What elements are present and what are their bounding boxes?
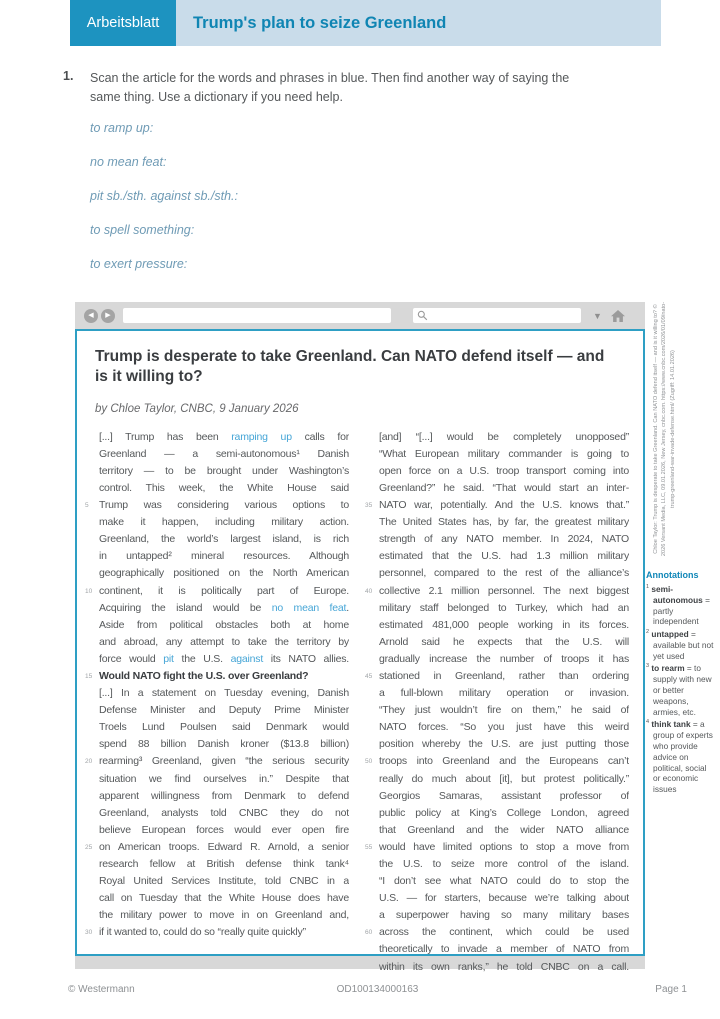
line-number bbox=[85, 651, 99, 668]
line-number bbox=[365, 548, 379, 565]
article-line bbox=[85, 463, 349, 480]
line-number bbox=[85, 873, 99, 890]
article-line bbox=[85, 634, 349, 651]
line-number bbox=[85, 788, 99, 805]
line-text: within its own ranks,” he told CNBC on a call. bbox=[379, 960, 629, 973]
footer-code: OD100134000163 bbox=[336, 984, 419, 995]
footer-copyright: © Westermann bbox=[68, 984, 135, 995]
back-button[interactable] bbox=[84, 309, 98, 323]
annotation-item: $^1$ semi-autonomous = partly independent bbox=[646, 584, 710, 627]
article-line bbox=[85, 514, 349, 531]
line-number: 5 bbox=[85, 502, 89, 510]
article-line bbox=[365, 924, 629, 941]
article-line bbox=[365, 685, 629, 702]
article-line bbox=[85, 719, 349, 736]
line-text: call on Tuesday that the White House does have bbox=[99, 892, 349, 905]
line-text: NATO forces. “So you just have this weird bbox=[379, 721, 629, 734]
line-number bbox=[365, 890, 379, 907]
article-line bbox=[85, 531, 349, 548]
line-number bbox=[365, 736, 379, 753]
line-text: U.S. — for starters, because we’re talking about bbox=[379, 892, 629, 905]
line-number: 50 bbox=[365, 758, 373, 766]
annotation-list bbox=[646, 584, 714, 795]
line-number: 55 bbox=[365, 843, 373, 851]
article-line bbox=[365, 463, 629, 480]
article-line bbox=[365, 497, 629, 514]
line-number bbox=[85, 822, 99, 839]
line-text: really do much about [it], but protest politically.” bbox=[379, 772, 629, 785]
page-title: Trump's plan to seize Greenland bbox=[176, 0, 661, 46]
line-number bbox=[85, 600, 99, 617]
line-number: 10 bbox=[85, 587, 93, 595]
line-text: territory — to be brought under Washington’s bbox=[99, 464, 349, 477]
line-number bbox=[365, 617, 379, 634]
line-text: research fellow at British defense think tank⁴ bbox=[99, 858, 349, 870]
article-line bbox=[365, 446, 629, 463]
line-text: Trump was considering various options to bbox=[99, 499, 349, 512]
line-text: geographically positioned on the North American bbox=[99, 567, 349, 580]
article-line bbox=[365, 429, 629, 446]
line-text: that Greenland and the wider NATO alliance bbox=[379, 823, 629, 836]
line-text: Greenland — a semi-autonomous¹ Danish bbox=[99, 447, 349, 460]
line-number bbox=[365, 531, 379, 548]
line-text: rearming³ Greenland, given “the serious security bbox=[99, 755, 349, 768]
line-text: gradually increase the number of troops it has bbox=[379, 652, 629, 665]
line-text: “What European military commander is going to bbox=[379, 447, 629, 460]
line-text: across the continent, which could be used bbox=[379, 926, 629, 939]
line-number: 35 bbox=[365, 502, 373, 510]
line-text: [...] In a statement on Tuesday evening, Danish bbox=[99, 687, 349, 700]
source-citation: Chloe Taylor: Trump is desperate to take Greenland. Can NATO defend itself — and is it willing to? © 2026 Versant Media, LLC, 09.01.2026, New Jersey, cnbc.com. https://www.cnbc.com/2026/01/09/nato-trump-greenland-war-invade-defense.html/ (Zugriff: 14.01.2026) bbox=[653, 301, 676, 557]
annotation-item: $^4$ think tank = a group of experts who provide advice on political, social or economic issues bbox=[646, 719, 713, 795]
annotations-panel bbox=[646, 570, 714, 797]
column-left bbox=[85, 429, 349, 976]
article-line bbox=[85, 497, 349, 514]
line-number bbox=[85, 907, 99, 924]
line-number bbox=[85, 736, 99, 753]
line-number: 20 bbox=[85, 758, 93, 766]
article-title: Trump is desperate to take Greenland. Can NATO defend itself — and is it willing to? bbox=[95, 348, 605, 385]
dropdown-icon[interactable]: ▼ bbox=[593, 310, 602, 321]
line-text: The United States has, by far, the greatest military bbox=[379, 516, 629, 529]
line-number bbox=[85, 719, 99, 736]
article-line bbox=[365, 736, 629, 753]
line-text: stationed in Greenland, rather than ordering bbox=[379, 669, 629, 682]
line-number bbox=[365, 480, 379, 497]
search-input[interactable] bbox=[413, 308, 581, 323]
line-text: if it wanted to, could do so “really quite quickly” bbox=[99, 926, 306, 939]
line-text: believe European forces would ever open fire bbox=[99, 823, 349, 836]
article-line bbox=[85, 600, 349, 617]
article-line bbox=[365, 907, 629, 924]
article-byline: by Chloe Taylor, CNBC, 9 January 2026 bbox=[95, 402, 299, 415]
line-number bbox=[365, 429, 379, 446]
line-text: situation we find ourselves in.” Despite that bbox=[99, 772, 349, 785]
article-line bbox=[365, 805, 629, 822]
line-number bbox=[365, 446, 379, 463]
line-number bbox=[85, 685, 99, 702]
article-line bbox=[85, 924, 349, 941]
line-number bbox=[85, 771, 99, 788]
line-number bbox=[365, 822, 379, 839]
line-number bbox=[85, 429, 99, 446]
article-line bbox=[365, 548, 629, 565]
line-text: a full-blown military operation or invasion. bbox=[379, 687, 629, 700]
annotation-item: $^3$ to rearm = to supply with new or better weapons, armies, etc. bbox=[646, 663, 712, 717]
line-text: would have limited options to stop a move from bbox=[379, 840, 629, 853]
article-line bbox=[365, 873, 629, 890]
line-text: the military power to move in on Greenland and, bbox=[99, 909, 349, 922]
line-text: a superpower having so many military bases bbox=[379, 909, 629, 922]
article-line bbox=[365, 788, 629, 805]
line-text: apparent willingness from Denmark to defend bbox=[99, 789, 349, 802]
line-number bbox=[365, 651, 379, 668]
line-text: estimated that the U.S. had 1.3 million military bbox=[379, 550, 629, 563]
article-line bbox=[365, 531, 629, 548]
line-number bbox=[365, 856, 379, 873]
line-number bbox=[365, 719, 379, 736]
line-text: Acquiring the island would be no mean feat. bbox=[99, 601, 349, 614]
page-footer bbox=[68, 984, 687, 995]
line-number bbox=[85, 617, 99, 634]
line-number bbox=[365, 941, 379, 958]
phrase-item: to ramp up: bbox=[90, 121, 154, 135]
line-number bbox=[85, 856, 99, 873]
line-text: troops into Greenland and the Europeans can’t bbox=[379, 755, 629, 768]
article-line bbox=[85, 822, 349, 839]
article-line bbox=[85, 873, 349, 890]
line-text: position whereby the U.S. are just putting those bbox=[379, 738, 629, 751]
line-text: Aside from political obstacles both at home bbox=[99, 618, 349, 631]
line-number bbox=[85, 480, 99, 497]
article-line bbox=[365, 753, 629, 770]
line-number: 15 bbox=[85, 672, 93, 680]
line-number: 30 bbox=[85, 929, 93, 937]
article-line bbox=[365, 617, 629, 634]
line-number bbox=[365, 805, 379, 822]
line-text: control. This week, the White House said bbox=[99, 481, 349, 494]
line-text: in untapped² mineral resources. Although bbox=[99, 550, 349, 563]
article-line bbox=[365, 702, 629, 719]
phrase-item: to spell something: bbox=[90, 223, 195, 237]
line-text: Greenland, analysts told CNBC they do not bbox=[99, 806, 349, 819]
line-number bbox=[85, 565, 99, 582]
article-line bbox=[85, 583, 349, 600]
line-number bbox=[85, 531, 99, 548]
line-text: spend 88 billion Danish kroner ($13.8 billion) bbox=[99, 738, 349, 751]
line-number bbox=[85, 514, 99, 531]
task-number: 1. bbox=[63, 69, 74, 83]
article-line bbox=[365, 959, 629, 976]
line-number bbox=[365, 959, 379, 976]
line-number bbox=[365, 514, 379, 531]
line-text: Troels Lund Poulsen said Denmark would bbox=[99, 721, 349, 734]
article-line bbox=[365, 480, 629, 497]
browser-window bbox=[75, 302, 645, 973]
line-text: collective 2.1 million personnel. The next biggest bbox=[379, 584, 629, 597]
article-line bbox=[365, 514, 629, 531]
article-line bbox=[85, 668, 349, 685]
article-line bbox=[365, 771, 629, 788]
article-line bbox=[85, 429, 349, 446]
browser-toolbar bbox=[75, 302, 645, 329]
line-text: Defense Minister and Deputy Prime Minister bbox=[99, 704, 349, 717]
article-line bbox=[85, 548, 349, 565]
line-text: and abroad, any attempt to take the territory by bbox=[99, 635, 349, 648]
line-number bbox=[85, 634, 99, 651]
line-text: Georgios Samaras, assistant professor of bbox=[379, 789, 629, 802]
line-text: [and] “[...] would be completely unopposed” bbox=[379, 430, 629, 443]
line-text: open force on a U.S. troop transport coming into bbox=[379, 464, 629, 477]
line-number: 40 bbox=[365, 587, 373, 595]
home-icon bbox=[610, 309, 626, 323]
line-text: public policy at King’s College London, agreed bbox=[379, 806, 629, 819]
line-number bbox=[365, 702, 379, 719]
article-line bbox=[85, 480, 349, 497]
article bbox=[75, 329, 645, 973]
article-line bbox=[85, 805, 349, 822]
line-number bbox=[365, 565, 379, 582]
article-line bbox=[365, 600, 629, 617]
home-button[interactable] bbox=[610, 309, 626, 323]
line-number: 25 bbox=[85, 843, 93, 851]
line-number: 60 bbox=[365, 929, 373, 937]
forward-icon: ▶ bbox=[105, 311, 111, 319]
task-1 bbox=[63, 69, 608, 108]
line-number bbox=[365, 771, 379, 788]
article-line bbox=[365, 668, 629, 685]
line-number bbox=[365, 685, 379, 702]
article-line bbox=[85, 736, 349, 753]
line-text: on American troops. Edward R. Arnold, a senior bbox=[99, 840, 349, 853]
article-columns bbox=[77, 429, 643, 976]
phrase-item: no mean feat: bbox=[90, 155, 167, 169]
line-text: continent, it is politically part of Europe. bbox=[99, 584, 349, 597]
line-text: estimated 481,000 people working in its forces. bbox=[379, 618, 629, 631]
line-number bbox=[365, 907, 379, 924]
line-number bbox=[365, 873, 379, 890]
line-text: theoretically to invade a member of NATO from bbox=[379, 943, 629, 956]
article-line bbox=[85, 907, 349, 924]
article-line bbox=[85, 839, 349, 856]
phrase-item: to exert pressure: bbox=[90, 257, 188, 271]
column-right bbox=[365, 429, 629, 976]
article-line bbox=[365, 856, 629, 873]
address-bar[interactable] bbox=[123, 308, 391, 323]
forward-button[interactable] bbox=[101, 309, 115, 323]
article-line bbox=[365, 634, 629, 651]
article-line bbox=[365, 565, 629, 582]
article-line bbox=[85, 617, 349, 634]
line-text: force would pit the U.S. against its NATO allies. bbox=[99, 652, 349, 665]
article-line bbox=[365, 651, 629, 668]
line-text: Would NATO fight the U.S. over Greenland? bbox=[99, 669, 309, 682]
line-number bbox=[85, 463, 99, 480]
line-number: 45 bbox=[365, 672, 373, 680]
article-line bbox=[365, 839, 629, 856]
article-line bbox=[365, 583, 629, 600]
search-icon bbox=[417, 310, 428, 321]
worksheet-type-badge: Arbeitsblatt bbox=[70, 0, 176, 46]
line-number bbox=[85, 548, 99, 565]
line-text: “They just wouldn’t fire on them,” he said of bbox=[379, 704, 629, 717]
line-number bbox=[365, 463, 379, 480]
article-line bbox=[365, 822, 629, 839]
article-line bbox=[85, 565, 349, 582]
annotations-title: Annotations bbox=[646, 570, 699, 580]
article-line bbox=[365, 890, 629, 907]
line-text: [...] Trump has been ramping up calls for bbox=[99, 430, 349, 443]
phrase-list bbox=[90, 111, 238, 281]
line-text: the U.S. to seize more control of the island. bbox=[379, 858, 629, 870]
line-number bbox=[85, 446, 99, 463]
line-text: personnel, compared to the rest of the alliance’s bbox=[379, 567, 629, 580]
line-text: Royal United Services Institute, told CNBC in a bbox=[99, 875, 349, 888]
article-line bbox=[365, 719, 629, 736]
article-line bbox=[85, 890, 349, 907]
article-line bbox=[85, 651, 349, 668]
line-number bbox=[85, 890, 99, 907]
article-line bbox=[85, 788, 349, 805]
line-text: “I don’t see what NATO could do to stop the bbox=[379, 875, 629, 888]
article-line bbox=[365, 941, 629, 958]
article-line bbox=[85, 702, 349, 719]
annotation-item: $^2$ untapped = available but not yet used bbox=[646, 629, 714, 661]
line-number bbox=[365, 634, 379, 651]
footer-page: Page 1 bbox=[655, 984, 687, 995]
line-number bbox=[365, 600, 379, 617]
article-line bbox=[85, 753, 349, 770]
phrase-item: pit sb./sth. against sb./sth.: bbox=[90, 189, 238, 203]
line-text: Greenland?” he said. “That would start an inter- bbox=[379, 481, 629, 494]
article-line bbox=[85, 685, 349, 702]
line-text: Arnold said he expects that the U.S. will bbox=[379, 635, 629, 648]
article-line bbox=[85, 856, 349, 873]
line-text: Greenland, the world’s largest island, is rich bbox=[99, 533, 349, 546]
line-number bbox=[85, 702, 99, 719]
line-number bbox=[85, 805, 99, 822]
article-line bbox=[85, 446, 349, 463]
line-number bbox=[365, 788, 379, 805]
back-icon: ◀ bbox=[88, 311, 94, 319]
worksheet-header bbox=[70, 0, 661, 46]
line-text: military staff belonged to Turkey, which had an bbox=[379, 601, 629, 614]
line-text: make it happen, including military action. bbox=[99, 516, 349, 529]
task-instruction: Scan the article for the words and phrases in blue. Then find another way of saying the same thing. Use a dictionary if you need help. bbox=[90, 71, 570, 105]
article-line bbox=[85, 771, 349, 788]
line-text: strength of any NATO member. In 2024, NATO bbox=[379, 533, 629, 546]
line-text: NATO war, potentially. And the U.S. knows that.” bbox=[379, 499, 629, 512]
